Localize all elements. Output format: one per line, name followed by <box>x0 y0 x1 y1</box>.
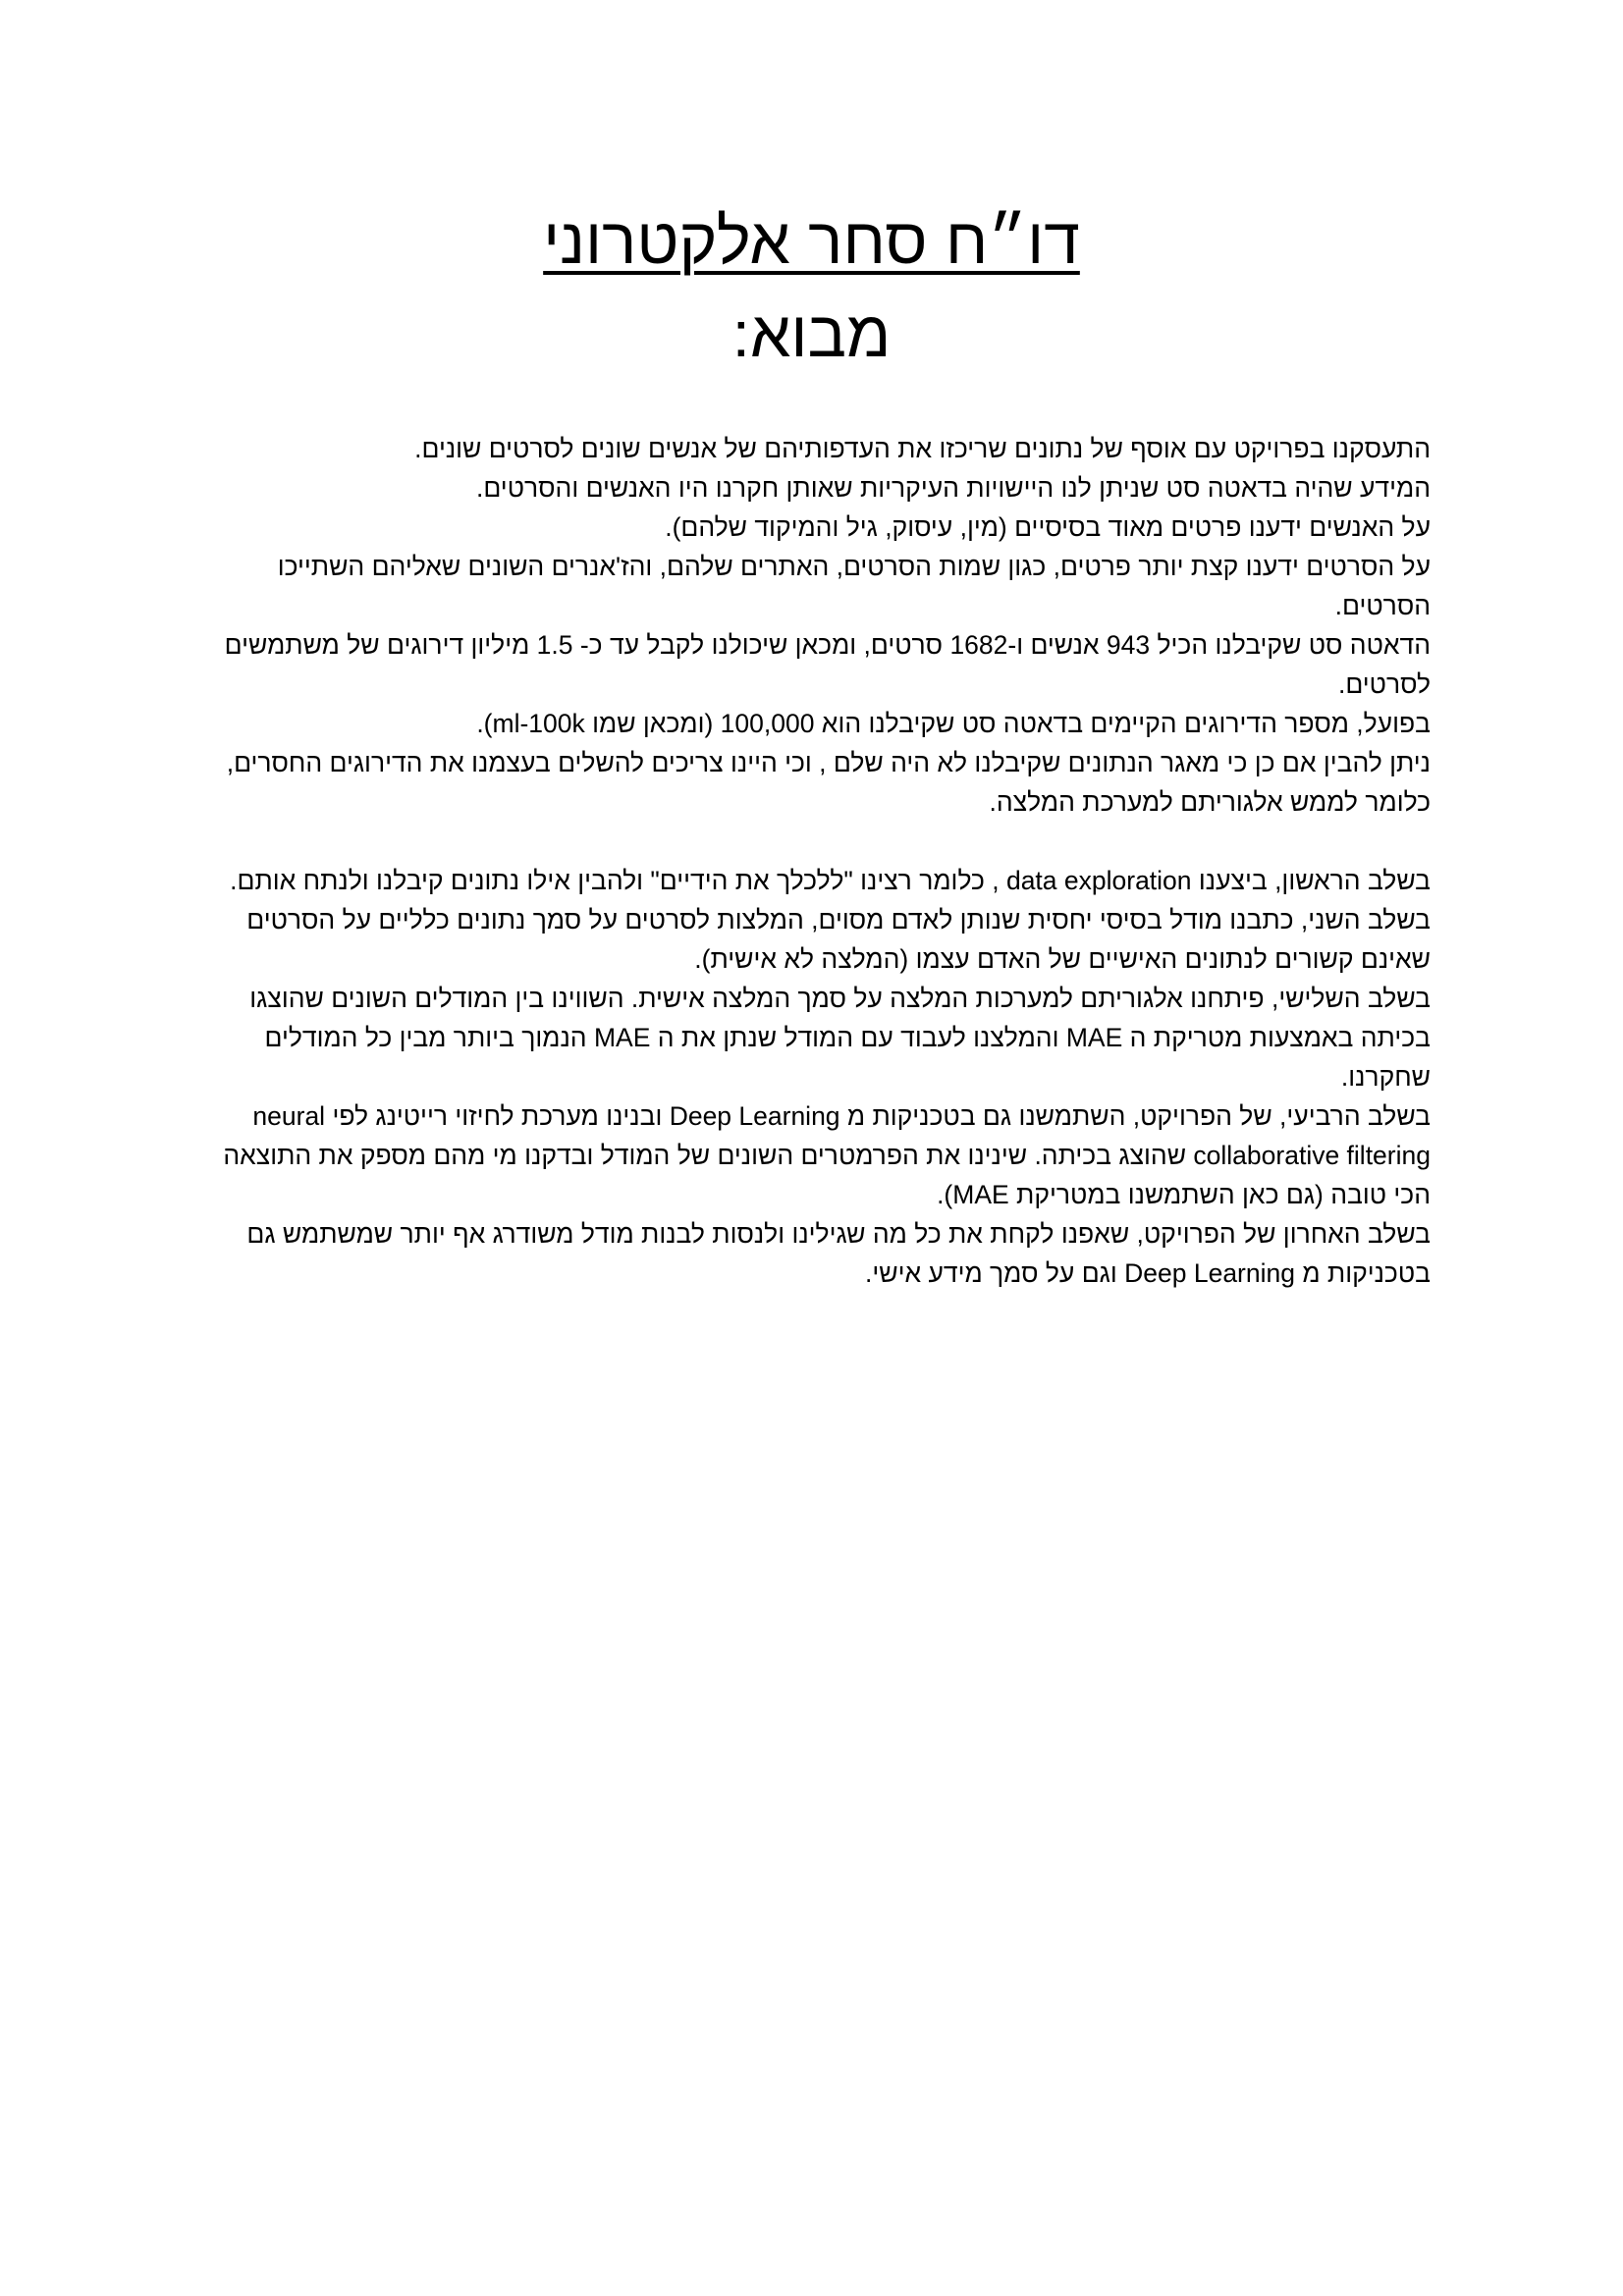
paragraph: על הסרטים ידענו קצת יותר פרטים, כגון שמות הסרטים, האתרים שלהם, והז'אנרים השונים שאליהם השתייכו הסרטים. <box>277 552 1431 620</box>
paragraph: התעסקנו בפרויקט עם אוסף של נתונים שריכזו את העדפותיהם של אנשים שונים לסרטים שונים. <box>414 434 1431 463</box>
paragraph: בפועל, מספר הדירוגים הקיימים בדאטה סט שקיבלנו הוא 100,000 (ומכאן שמו ml-100k). <box>476 709 1431 738</box>
document-title: דו״ח סחר אלקטרוני <box>543 204 1080 277</box>
document-body <box>184 429 1431 1293</box>
paragraph: הדאטה סט שקיבלנו הכיל 943 אנשים ו-1682 סרטים, ומכאן שיכולנו לקבל עד כ- 1.5 מיליון דירוגים של משתמשים לסרטים. <box>224 630 1431 699</box>
paragraph: המידע שהיה בדאטה סט שניתן לנו היישויות העיקריות שאותן חקרנו היו האנשים והסרטים. <box>476 473 1431 503</box>
paragraph: בשלב הרביעי, של הפרויקט, השתמשנו גם בטכניקות מ Deep Learning ובנינו מערכת לחיזוי רייטינג לפי neural collaborative filtering שהוצג בכיתה. שינינו את הפרמטרים השונים של המודל ובדקנו מי מהם מספק את התוצאה הכי טובה (גם כאן השתמשנו במטריקת MAE). <box>223 1101 1431 1209</box>
paragraph-spacer <box>184 822 1431 861</box>
paragraph: בשלב השלישי, פיתחנו אלגוריתם למערכות המלצה על סמך המלצה אישית. השווינו בין המודלים השונים שהוצגו בכיתה באמצעות מטריקת ה MAE והמלצנו לעבוד עם המודל שנתן את ה MAE הנמוך ביותר מבין כל המודלים שחקרנו. <box>249 984 1431 1092</box>
paragraph: על האנשים ידענו פרטים מאוד בסיסיים (מין, עיסוק, גיל והמיקוד שלהם). <box>665 512 1431 542</box>
paragraph: בשלב האחרון של הפרויקט, שאפנו לקחת את כל מה שגילינו ולנסות לבנות מודל משודרג אף יותר שמשתמש גם בטכניקות מ Deep Learning וגם על סמך מידע אישי. <box>246 1219 1431 1288</box>
paragraph: בשלב השני, כתבנו מודל בסיסי יחסית שנותן לאדם מסוים, המלצות לסרטים על סמך נתונים כלליים על הסרטים שאינם קשורים לנתונים האישיים של האדם עצמו (המלצה לא אישית). <box>246 905 1431 974</box>
paragraph: בשלב הראשון, ביצענו data exploration , כלומר רצינו "ללכלך את הידיים" ולהבין אילו נתונים קיבלנו ולנתח אותם. <box>230 866 1431 895</box>
paragraph: ניתן להבין אם כן כי מאגר הנתונים שקיבלנו לא היה שלם , וכי היינו צריכים להשלים בעצמנו את הדירוגים החסרים, כלומר לממש אלגוריתם למערכת המלצה. <box>226 748 1431 817</box>
section-heading-intro: מבוא: <box>731 297 892 370</box>
